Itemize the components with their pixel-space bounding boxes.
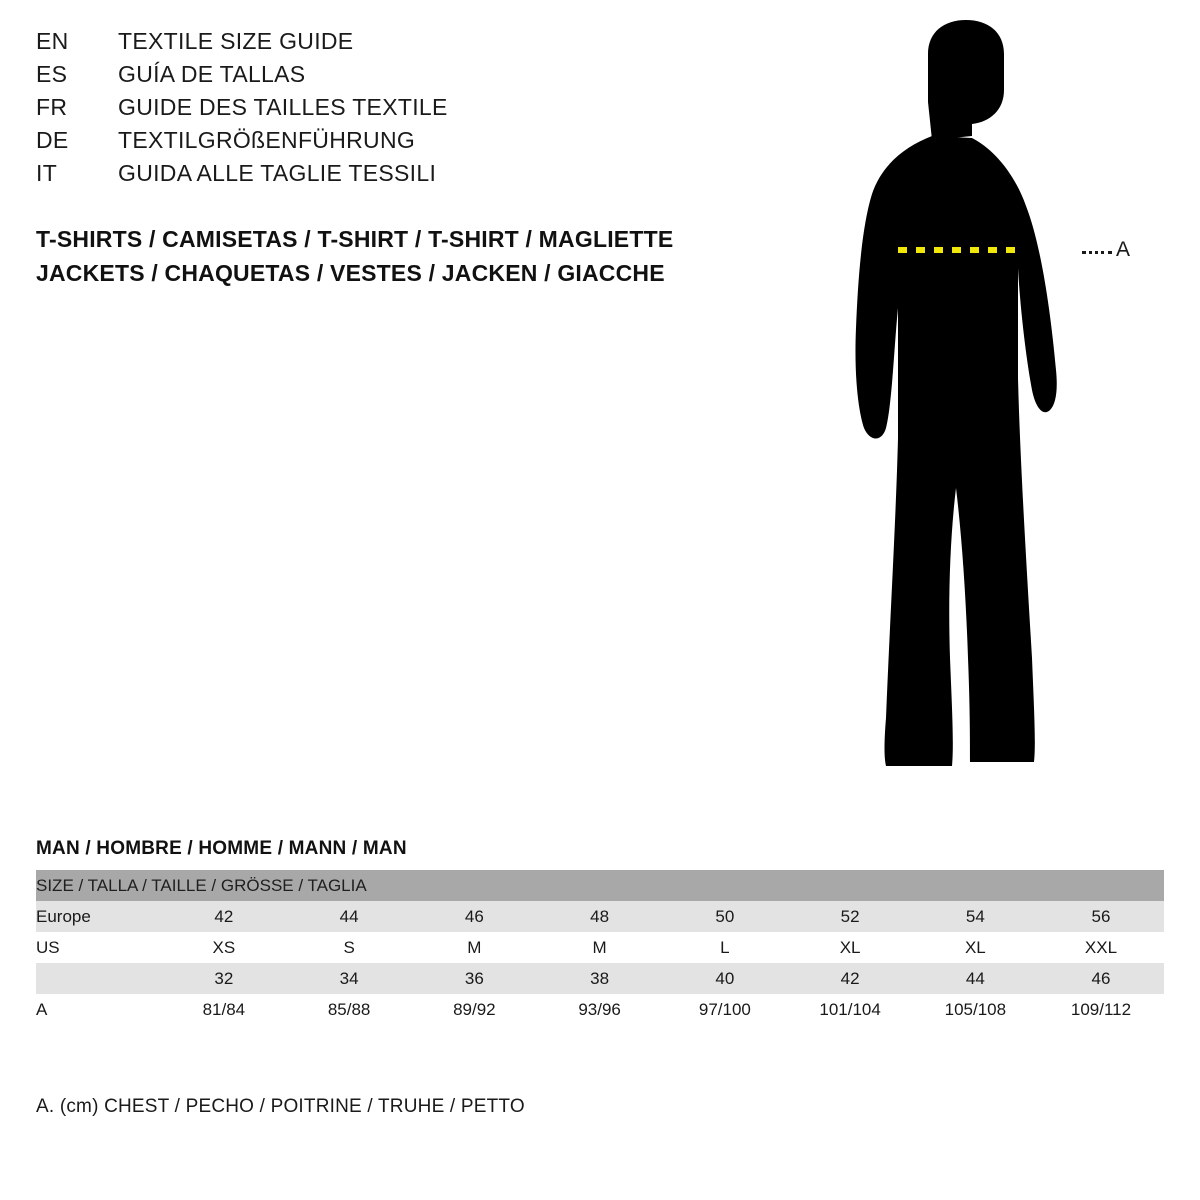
language-title: TEXTILE SIZE GUIDE <box>118 28 354 54</box>
cell: 48 <box>537 901 662 932</box>
cell: 34 <box>287 963 412 994</box>
table-row <box>36 932 1164 963</box>
language-title: TEXTILGRÖßENFÜHRUNG <box>118 127 416 153</box>
cell: 38 <box>537 963 662 994</box>
row-label: Europe <box>36 901 161 932</box>
language-title: GUIDE DES TAILLES TEXTILE <box>118 94 448 120</box>
cell: 44 <box>913 963 1038 994</box>
row-label: A <box>36 994 161 1025</box>
cell: 85/88 <box>287 994 412 1025</box>
cell: 52 <box>788 901 913 932</box>
language-title: GUIDA ALLE TAGLIE TESSILI <box>118 160 437 186</box>
language-code: FR <box>36 94 68 120</box>
cell: 50 <box>662 901 787 932</box>
cell: XXL <box>1038 932 1164 963</box>
cell: 54 <box>913 901 1038 932</box>
language-code: ES <box>36 61 68 87</box>
cell: 97/100 <box>662 994 787 1025</box>
cell: S <box>287 932 412 963</box>
male-silhouette-icon <box>820 18 1120 778</box>
language-row <box>36 61 756 94</box>
cell: M <box>537 932 662 963</box>
size-table <box>36 870 1164 1025</box>
cell: 44 <box>287 901 412 932</box>
language-title: GUÍA DE TALLAS <box>118 61 306 87</box>
cell: XL <box>913 932 1038 963</box>
table-group-heading: MAN / HOMBRE / HOMME / MANN / MAN <box>36 838 407 859</box>
row-label <box>36 963 161 994</box>
cell: 56 <box>1038 901 1164 932</box>
body-silhouette-figure <box>820 18 1180 778</box>
category-tshirts: T-SHIRTS / CAMISETAS / T-SHIRT / T-SHIRT / MAGLIETTE <box>36 226 674 252</box>
row-label: US <box>36 932 161 963</box>
cell: 42 <box>161 901 286 932</box>
category-jackets: JACKETS / CHAQUETAS / VESTES / JACKEN / GIACCHE <box>36 260 665 286</box>
table-row <box>36 901 1164 932</box>
garment-category-list <box>36 222 796 290</box>
cell: 105/108 <box>913 994 1038 1025</box>
measure-leader-line <box>1082 251 1112 254</box>
cell: XL <box>788 932 913 963</box>
cell: 93/96 <box>537 994 662 1025</box>
cell: 101/104 <box>788 994 913 1025</box>
cell: L <box>662 932 787 963</box>
language-code: IT <box>36 160 58 186</box>
language-row <box>36 127 756 160</box>
cell: 109/112 <box>1038 994 1164 1025</box>
cell: 46 <box>412 901 537 932</box>
cell: 89/92 <box>412 994 537 1025</box>
table-footnote: A. (cm) CHEST / PECHO / POITRINE / TRUHE / PETTO <box>36 1096 525 1117</box>
table-header-label: SIZE / TALLA / TAILLE / GRÖSSE / TAGLIA <box>36 870 1164 901</box>
cell: XS <box>161 932 286 963</box>
language-row <box>36 28 756 61</box>
size-table-section <box>36 838 1164 1025</box>
cell: 81/84 <box>161 994 286 1025</box>
table-header-row <box>36 870 1164 901</box>
table-row <box>36 963 1164 994</box>
cell: 42 <box>788 963 913 994</box>
measure-label-a: A <box>1116 238 1131 261</box>
cell: 46 <box>1038 963 1164 994</box>
language-code: EN <box>36 28 69 54</box>
cell: M <box>412 932 537 963</box>
table-row <box>36 994 1164 1025</box>
language-title-list <box>36 28 756 193</box>
language-code: DE <box>36 127 69 153</box>
cell: 32 <box>161 963 286 994</box>
language-row <box>36 160 756 193</box>
language-row <box>36 94 756 127</box>
cell: 40 <box>662 963 787 994</box>
cell: 36 <box>412 963 537 994</box>
